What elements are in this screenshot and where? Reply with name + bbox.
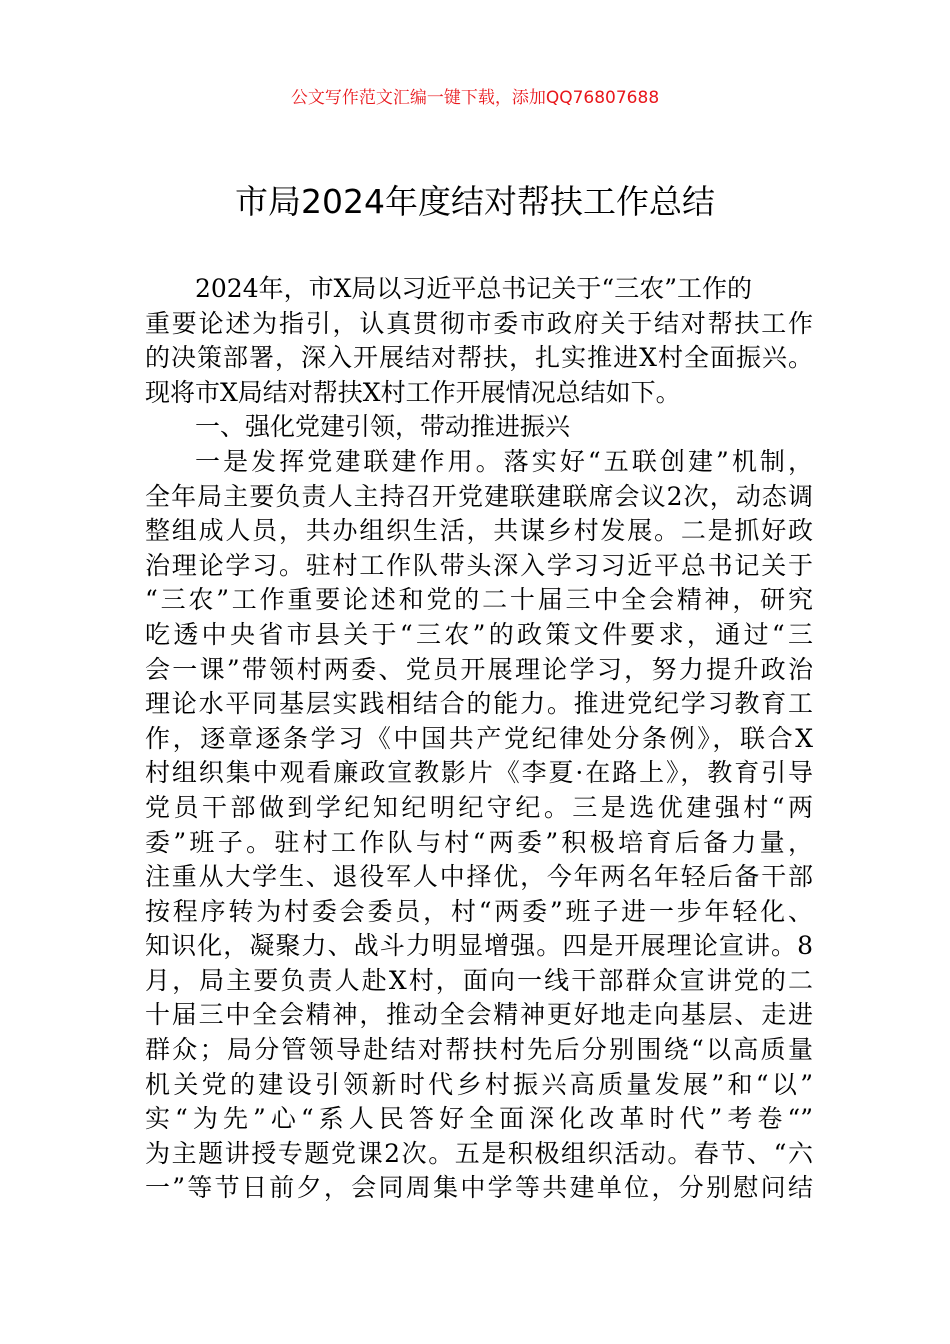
body-line: 村组织集中观看廉政宣教影片《李夏·在路上》，教育引导 — [145, 758, 813, 788]
body-line: 为主题讲授专题党课2次。五是积极组织活动。春节、“六 — [145, 1138, 813, 1168]
body-line: 一”等节日前夕，会同周集中学等共建单位，分别慰问结 — [145, 1173, 813, 1203]
body-line: 理论水平同基层实践相结合的能力。推进党纪学习教育工 — [145, 689, 813, 719]
body-line: 群众；局分管领导赴结对帮扶村先后分别围绕“以高质量 — [145, 1035, 813, 1065]
body-line: 的决策部署，深入开展结对帮扶，扎实推进X村全面振兴。 — [145, 343, 813, 373]
body-line: 按程序转为村委会委员，村“两委”班子进一步年轻化、 — [145, 896, 813, 926]
body-line: 一是发挥党建联建作用。落实好“五联创建”机制， — [195, 446, 813, 476]
document-title: 市局2024年度结对帮扶工作总结 — [235, 182, 715, 221]
body-line: 机关党的建设引领新时代乡村振兴高质量发展”和“以” — [145, 1069, 813, 1099]
body-line: 党员干部做到学纪知纪明纪守纪。三是选优建强村“两 — [145, 792, 813, 822]
body-line: 现将市X局结对帮扶X村工作开展情况总结如下。 — [145, 377, 681, 407]
body-line: 月，局主要负责人赴X村，面向一线干部群众宣讲党的二 — [145, 965, 813, 995]
download-notice: 公文写作范文汇编一键下载，添加QQ76807688 — [290, 88, 660, 108]
body-line: 作，逐章逐条学习《中国共产党纪律处分条例》，联合X — [145, 723, 813, 753]
body-line: 知识化，凝聚力、战斗力明显增强。四是开展理论宣讲。8 — [145, 931, 813, 961]
body-line: 重要论述为指引，认真贯彻市委市政府关于结对帮扶工作 — [145, 308, 813, 338]
body-line: 吃透中央省市县关于“三农”的政策文件要求，通过“三 — [145, 619, 813, 649]
body-line: 整组成人员，共办组织生活，共谋乡村发展。二是抓好政 — [145, 516, 813, 546]
body-line: 委”班子。驻村工作队与村“两委”积极培育后备力量， — [145, 827, 813, 857]
body-line: “三农”工作重要论述和党的二十届三中全会精神，研究 — [145, 585, 813, 615]
body-line: 会一课”带领村两委、党员开展理论学习，努力提升政治 — [145, 654, 813, 684]
body-line: 全年局主要负责人主持召开党建联建联席会议2次，动态调 — [145, 481, 813, 511]
section-heading: 一、强化党建引领，带动推进振兴 — [195, 412, 571, 442]
body-line: 治理论学习。驻村工作队带头深入学习习近平总书记关于 — [145, 550, 813, 580]
body-line: 注重从大学生、退役军人中择优，今年两名年轻后备干部 — [145, 862, 813, 892]
body-line: 十届三中全会精神，推动全会精神更好地走向基层、走进 — [145, 1000, 813, 1030]
body-line: 2024年，市X局以习近平总书记关于“三农”工作的 — [195, 274, 752, 303]
body-line: 实“为先”心“系人民答好全面深化改革时代”考卷“” — [145, 1104, 813, 1134]
document-body — [145, 272, 813, 1206]
